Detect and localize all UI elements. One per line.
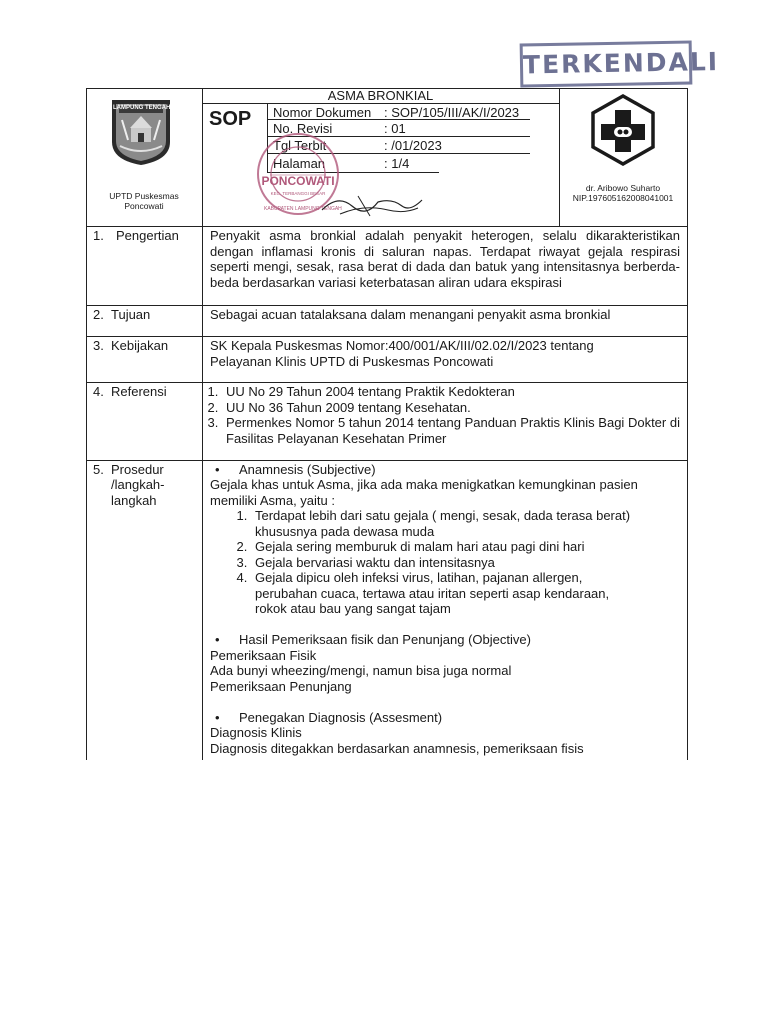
reference-item: 3. Permenkes Nomor 5 tahun 2014 tentang Panduan Praktis Klinis Bagi Dokter di Fasilitas Pelayanan Kesehatan Primer xyxy=(222,415,680,446)
meta-label-revision: No. Revisi xyxy=(273,121,333,136)
meta-value-issue-date: : /01/2023 xyxy=(384,138,442,153)
section-1-text: Penyakit asma bronkial adalah penyakit heterogen, selalu dikarakteristikan dengan inflamasi kronis di saluran napas. Terdapat riwayat gejala respirasi seperti mengi, sesak, rasa berat di dada dan batuk yang intensitasnya berberda-beda berdasarkan variasi keterbatasan aliran udara ekspirasi xyxy=(210,228,680,290)
section-1-label: Pengertian xyxy=(116,228,179,243)
objective-line: Ada bunyi wheezing/mengi, namun bisa juga normal xyxy=(210,663,512,678)
section-5-label-line-1: Prosedur xyxy=(111,462,164,477)
bullet-dot: • xyxy=(215,632,220,647)
subsection-anamnesis: Anamnesis (Subjective) xyxy=(239,462,376,477)
meta-label-issue-date: Tgl Terbit xyxy=(273,138,327,153)
objective-line: Pemeriksaan Fisik xyxy=(210,648,317,663)
symptom-item: 2. Gejala sering memburuk di malam hari atau pagi dini hari xyxy=(251,539,679,555)
meta-label-page: Halaman xyxy=(273,156,326,171)
signer-name: dr. Aribowo Suharto xyxy=(585,183,661,193)
row-divider-4 xyxy=(86,460,688,461)
col-divider-right xyxy=(559,88,560,226)
org-caption-line-2: Poncowati xyxy=(124,201,164,211)
section-1-number: 1. xyxy=(93,228,104,243)
diagnosis-line: Diagnosis Klinis xyxy=(210,725,302,740)
section-3-text: SK Kepala Puskesmas Nomor:400/001/AK/III/02.02/I/2023 tentang Pelayanan Klinis UPTD di Puskesmas Poncowati xyxy=(210,338,594,369)
section-4-number: 4. xyxy=(93,384,104,399)
symptom-item: 1. Terdapat lebih dari satu gejala ( mengi, sesak, dada terasa berat) khususnya pada dewasa muda xyxy=(251,508,679,539)
row-divider-2 xyxy=(86,336,688,337)
section-3-number: 3. xyxy=(93,338,104,353)
reference-item: 2. UU No 36 Tahun 2009 tentang Kesehatan. xyxy=(222,400,680,416)
row-divider-3 xyxy=(86,382,688,383)
puskesmas-logo xyxy=(587,94,659,166)
meta-value-page: : 1/4 xyxy=(384,156,410,171)
reference-list xyxy=(200,384,680,446)
section-4-label: Referensi xyxy=(111,384,167,399)
symptom-item: 4. Gejala dipicu oleh infeksi virus, latihan, pajanan allergen, perubahan cuaca, tertawa atau iritan seperti asap kendaraan, rokok atau bau yang sangat tajam xyxy=(251,570,679,617)
signer-nip: NIP.197605162008041001 xyxy=(572,193,674,203)
header-bottom xyxy=(86,226,688,227)
reference-item: 1. UU No 29 Tahun 2004 tentang Praktik Kedokteran xyxy=(222,384,680,400)
bullet-dot: • xyxy=(215,462,220,477)
symptom-list xyxy=(229,508,679,617)
meta-label-doc-number: Nomor Dokumen xyxy=(273,105,372,120)
seal-center-text: PONCOWATI xyxy=(261,174,335,188)
table-left-border xyxy=(86,88,87,760)
seal-sub-text: KEC. TERBANGGI BESAR xyxy=(270,191,326,196)
anamnesis-intro: Gejala khas untuk Asma, jika ada maka menigkatkan kemungkinan pasien memiliki Asma, yaitu : xyxy=(210,477,638,508)
seal-ring-text: KABUPATEN LAMPUNG TENGAH xyxy=(264,206,342,212)
section-5-label-line-3: langkah xyxy=(111,493,157,508)
table-right-border xyxy=(687,88,688,760)
meta-value-revision: : 01 xyxy=(384,121,406,136)
terkendali-stamp: TERKENDALI xyxy=(520,41,693,88)
bullet-dot: • xyxy=(215,710,220,725)
meta-value-doc-number: : SOP/105/III/AK/I/2023 xyxy=(384,105,520,120)
section-5-number: 5. xyxy=(93,462,104,477)
subsection-objective: Hasil Pemeriksaan fisik dan Penunjang (Objective) xyxy=(239,632,531,647)
subsection-assessment: Penegakan Diagnosis (Assesment) xyxy=(239,710,443,725)
objective-line: Pemeriksaan Penunjang xyxy=(210,679,352,694)
signature xyxy=(318,186,428,222)
section-3-label: Kebijakan xyxy=(111,338,169,353)
sop-title: ASMA BRONKIAL xyxy=(327,88,434,103)
org-caption-line-1: UPTD Puskesmas xyxy=(109,191,179,201)
sop-label: SOP xyxy=(209,108,252,130)
title-underline xyxy=(202,103,559,104)
row-divider-1 xyxy=(86,305,688,306)
logo-banner-text: LAMPUNG TENGAH xyxy=(113,105,171,111)
diagnosis-line: Diagnosis ditegakkan berdasarkan anamnesis, pemeriksaan fisis xyxy=(210,741,584,756)
section-5-label-line-2: /langkah- xyxy=(111,477,165,492)
section-2-text: Sebagai acuan tatalaksana dalam menangani penyakit asma bronkial xyxy=(210,307,611,322)
symptom-item: 3. Gejala bervariasi waktu dan intensitasnya xyxy=(251,555,679,571)
section-2-label: Tujuan xyxy=(111,307,151,322)
section-2-number: 2. xyxy=(93,307,104,322)
